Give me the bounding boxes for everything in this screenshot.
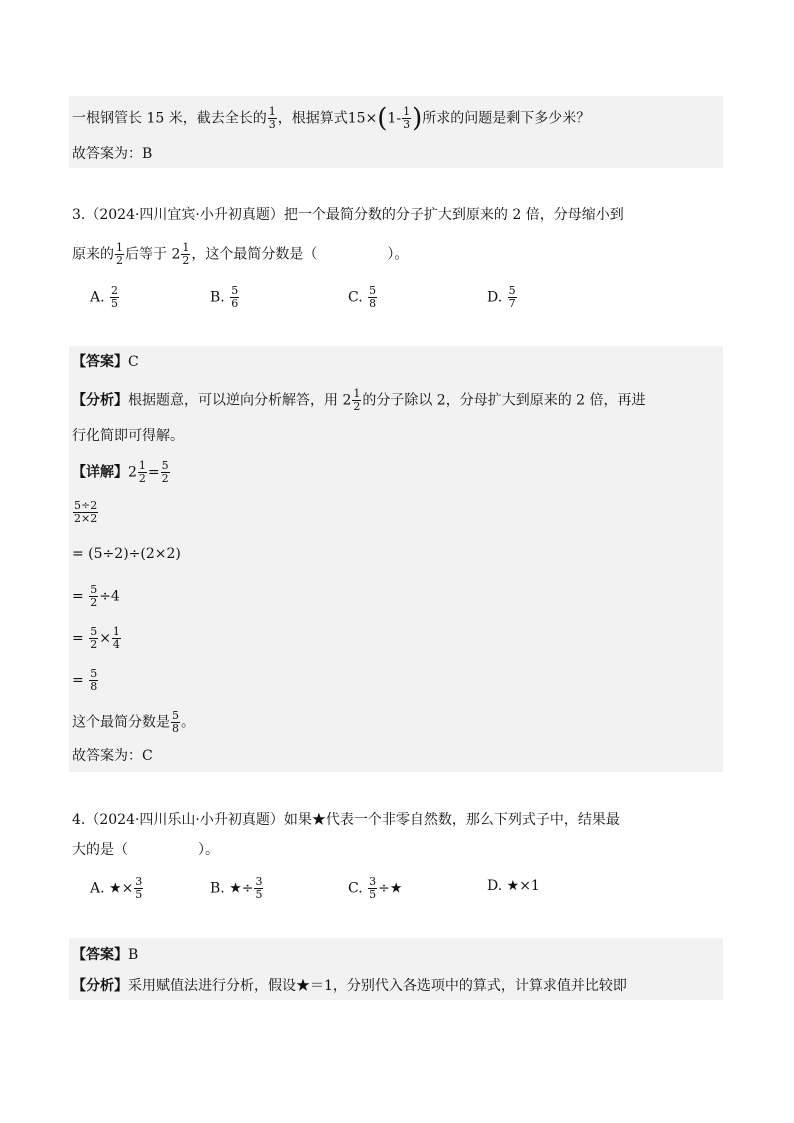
text: 所求的问题是剩下多少米？ — [422, 110, 591, 127]
q3-analysis-line-1: 【分析】根据题意，可以逆向分析解答，用 2 $\frac{1}{2}$ 的分子除以 2，分母扩大到原来的 2 倍，再进 — [72, 387, 646, 413]
q4-stem-line-1: 4.（2024·四川乐山·小升初真题）如果★代表一个非零自然数，那么下列式子中，结果最 — [72, 812, 620, 828]
q4-analysis: 【分析】采用赋值法进行分析，假设★＝1，分别代入各选项中的算式，计算求值并比较即 — [72, 978, 627, 994]
q3-conclusion: 这个最简分数是 $\frac{5}{8}$ 。 — [72, 709, 195, 735]
q3-step-1: $\frac{5\div 2}{2\times 2}$ — [74, 499, 98, 525]
q3-option-d: D. $\frac{5}{7}$ — [487, 284, 516, 310]
q3-option-b: B. $\frac{5}{6}$ — [210, 284, 239, 310]
q3-stem-line-2: 原来的 $\frac{1}{2}$ 后等于 2 $\frac{1}{2}$ ，这个最简分数是（ ）。 — [72, 241, 409, 267]
top-line-1: 一根钢管长 15 米，截去全长的 $\frac{1}{3}$ ，根据算式15×(1- $\frac{1}{3}$ )所求的问题是剩下多少米？ — [72, 103, 591, 134]
q3-step-2: = (5÷2)÷(2×2) — [72, 546, 181, 562]
text: 1- — [387, 110, 402, 127]
q4-option-b: B. ★÷ $\frac{3}{5}$ — [210, 875, 263, 901]
q4-answer: 【答案】B — [72, 947, 139, 963]
q3-detail: 【详解】2 $\frac{1}{2}$ = $\frac{5}{2}$ — [72, 459, 169, 485]
text: ，根据算式15× — [277, 110, 378, 127]
q4-option-a: A. ★× $\frac{3}{5}$ — [90, 875, 143, 901]
text: 一根钢管长 15 米，截去全长的 — [72, 110, 267, 127]
q3-option-c: C. $\frac{5}{8}$ — [348, 284, 377, 310]
fraction: $\frac{1}{2}$ — [182, 241, 190, 267]
q3-analysis-line-2: 行化简即可得解。 — [72, 428, 184, 444]
q4-option-d: D. ★×1 — [487, 878, 540, 894]
top-answer-line: 故答案为：B — [72, 146, 153, 162]
fraction: $\frac{1}{2}$ — [116, 241, 123, 267]
fraction: $\frac{1}{3}$ — [403, 105, 411, 131]
q3-step-5: = $\frac{5}{8}$ — [72, 667, 98, 693]
q3-stem-line-1: 3.（2024·四川宜宾·小升初真题）把一个最简分数的分子扩大到原来的 2 倍，分母缩小到 — [72, 207, 624, 223]
q3-step-4: = $\frac{5}{2}$ × $\frac{1}{4}$ — [72, 625, 120, 651]
fraction: $\frac{1}{3}$ — [268, 105, 276, 131]
q3-answer: 【答案】C — [72, 354, 139, 370]
q3-final-answer: 故答案为：C — [72, 748, 153, 764]
q4-option-c: C. $\frac{3}{5}$ ÷★ — [348, 875, 403, 901]
q4-stem-line-2: 大的是（ ）。 — [72, 842, 219, 858]
q3-option-a: A. $\frac{2}{5}$ — [90, 284, 119, 310]
q3-step-3: = $\frac{5}{2}$ ÷4 — [72, 583, 120, 609]
